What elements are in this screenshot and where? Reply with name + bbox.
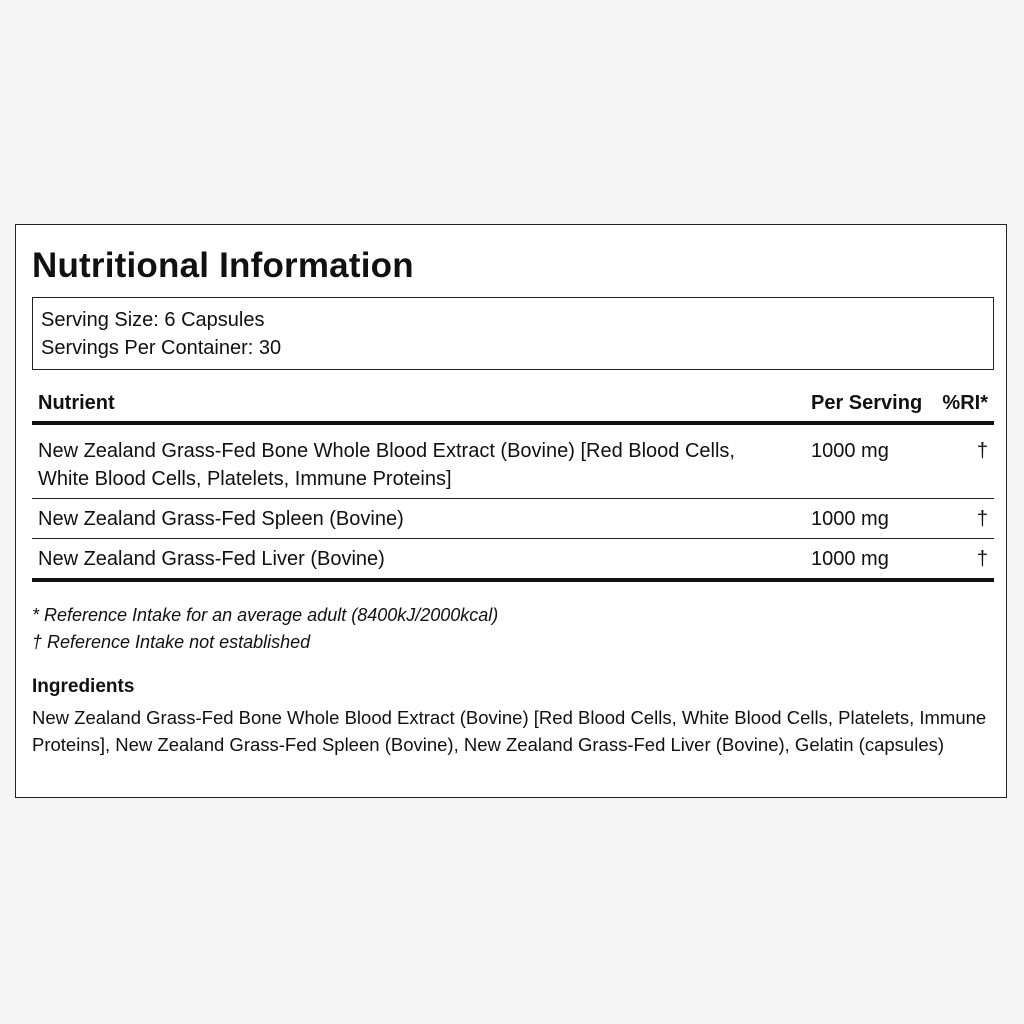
nutrient-ri: † bbox=[976, 440, 988, 462]
footnote-not-established: † Reference Intake not established bbox=[32, 632, 311, 652]
nutrient-ri: † bbox=[976, 508, 988, 530]
serving-size: Serving Size: 6 Capsules bbox=[41, 309, 265, 331]
nutrient-per-serving: 1000 mg bbox=[811, 508, 889, 530]
table-row bbox=[32, 539, 994, 582]
nutrient-per-serving: 1000 mg bbox=[811, 440, 889, 462]
nutrient-name: New Zealand Grass-Fed Spleen (Bovine) bbox=[38, 508, 404, 530]
header-ri: %RI* bbox=[942, 392, 988, 414]
table-row bbox=[32, 499, 994, 539]
nutrient-name: New Zealand Grass-Fed Bone Whole Blood Extract (Bovine) [Red Blood Cells, White Blood Cells, Platelets, Immune Proteins] bbox=[38, 440, 735, 490]
ingredients-list: New Zealand Grass-Fed Bone Whole Blood Extract (Bovine) [Red Blood Cells, White Blood Cells, Platelets, Immune Proteins], New Zealand Grass-Fed Spleen (Bovine), New Zealand Grass-Fed Liver (Bovine), Gelatin (capsules) bbox=[32, 707, 987, 755]
table-header bbox=[32, 385, 994, 425]
nutrient-ri: † bbox=[976, 548, 988, 570]
servings-per-container: Servings Per Container: 30 bbox=[41, 337, 282, 359]
page-title: Nutritional Information bbox=[32, 246, 414, 285]
nutrition-panel bbox=[15, 224, 1007, 798]
footnote-reference-intake: * Reference Intake for an average adult (8400kJ/2000kcal) bbox=[32, 605, 499, 625]
footnotes bbox=[32, 602, 498, 656]
nutrient-name: New Zealand Grass-Fed Liver (Bovine) bbox=[38, 548, 385, 570]
nutrient-per-serving: 1000 mg bbox=[811, 548, 889, 570]
table-body bbox=[32, 431, 994, 582]
table-row bbox=[32, 431, 994, 499]
header-nutrient: Nutrient bbox=[38, 392, 115, 414]
ingredients-heading: Ingredients bbox=[32, 676, 135, 697]
serving-info-box bbox=[32, 297, 994, 370]
header-per-serving: Per Serving bbox=[811, 392, 923, 414]
nutrient-table bbox=[32, 385, 994, 582]
